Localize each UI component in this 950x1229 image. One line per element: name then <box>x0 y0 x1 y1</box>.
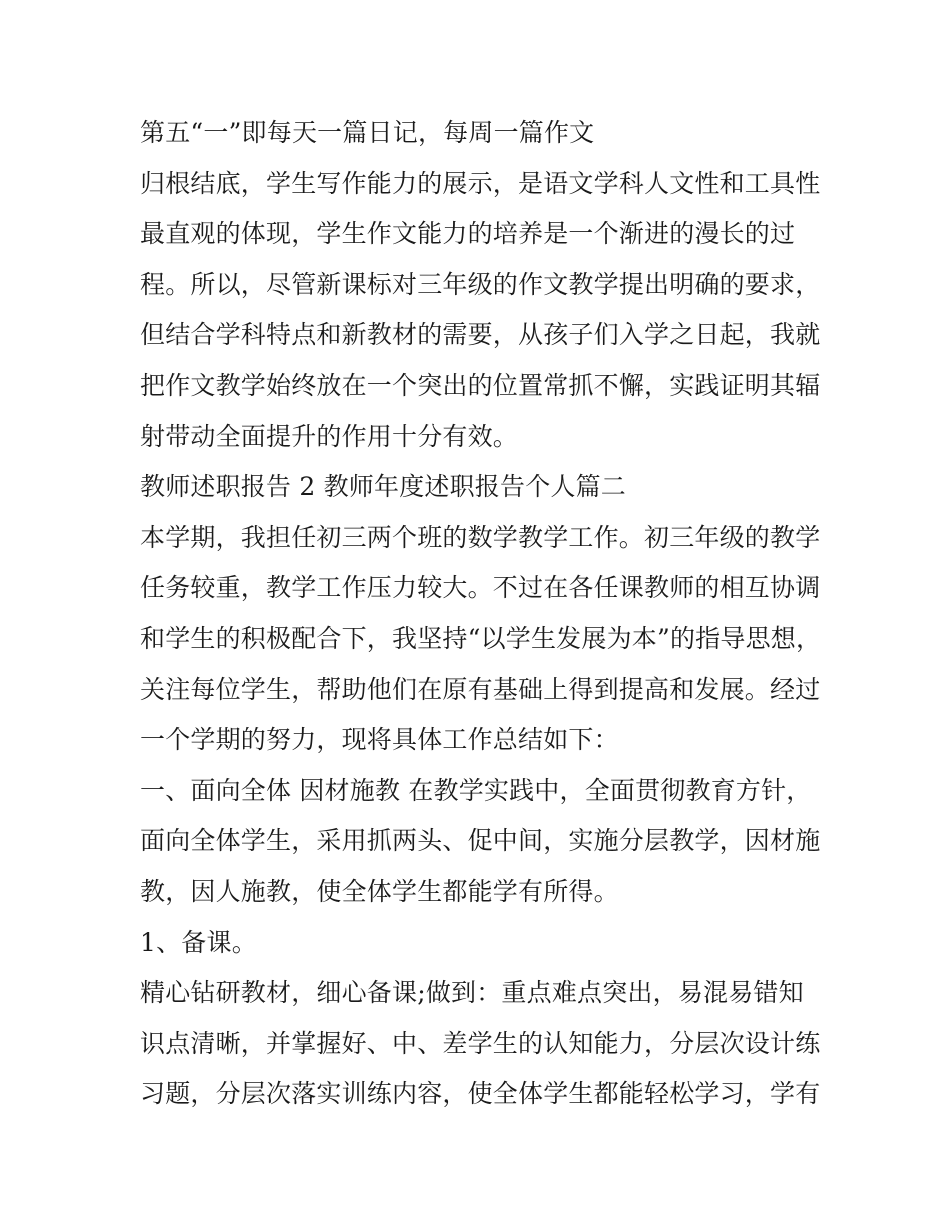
section-heading: 教师述职报告 2 教师年度述职报告个人篇二 <box>140 472 627 502</box>
text-line: 第五“一”即每天一篇日记，每周一篇作文 <box>140 118 595 147</box>
text-line: 习题，分层次落实训练内容，使全体学生都能轻松学习，学有 <box>140 1079 821 1109</box>
document-body <box>140 108 830 1120</box>
text-line: 关注每位学生，帮助他们在原有基础上得到提高和发展。经过 <box>140 674 821 704</box>
text-line: 面向全体学生，采用抓两头、促中间，实施分层教学，因材施 <box>140 826 821 856</box>
text-line: 和学生的积极配合下，我坚持“以学生发展为本”的指导思想， <box>140 623 822 653</box>
text-line: 最直观的体现，学生作文能力的培养是一个渐进的漫长的过 <box>140 219 796 249</box>
text-line: 一个学期的努力，现将具体工作总结如下： <box>140 725 619 755</box>
text-line: 程。所以，尽管新课标对三年级的作文教学提出明确的要求， <box>140 269 821 299</box>
text-line: 把作文教学始终放在一个突出的位置常抓不懈，实践证明其辐 <box>140 370 821 400</box>
text-line: 归根结底，学生写作能力的展示，是语文学科人文性和工具性 <box>140 168 821 198</box>
text-line: 识点清晰，并掌握好、中、差学生的认知能力，分层次设计练 <box>140 1028 821 1058</box>
text-line: 任务较重，教学工作压力较大。不过在各任课教师的相互协调 <box>140 573 821 603</box>
text-line: 射带动全面提升的作用十分有效。 <box>140 421 519 451</box>
text-line: 但结合学科特点和新教材的需要，从孩子们入学之日起，我就 <box>140 320 821 350</box>
text-line: 本学期，我担任初三两个班的数学教学工作。初三年级的教学 <box>140 522 821 552</box>
list-item-heading: 1、备课。 <box>140 927 257 957</box>
text-line: 教，因人施教，使全体学生都能学有所得。 <box>140 876 619 906</box>
text-line: 一、面向全体 因材施教 在教学实践中，全面贯彻教育方针， <box>140 775 812 805</box>
text-line: 精心钻研教材，细心备课;做到：重点难点突出，易混易错知 <box>140 978 804 1008</box>
